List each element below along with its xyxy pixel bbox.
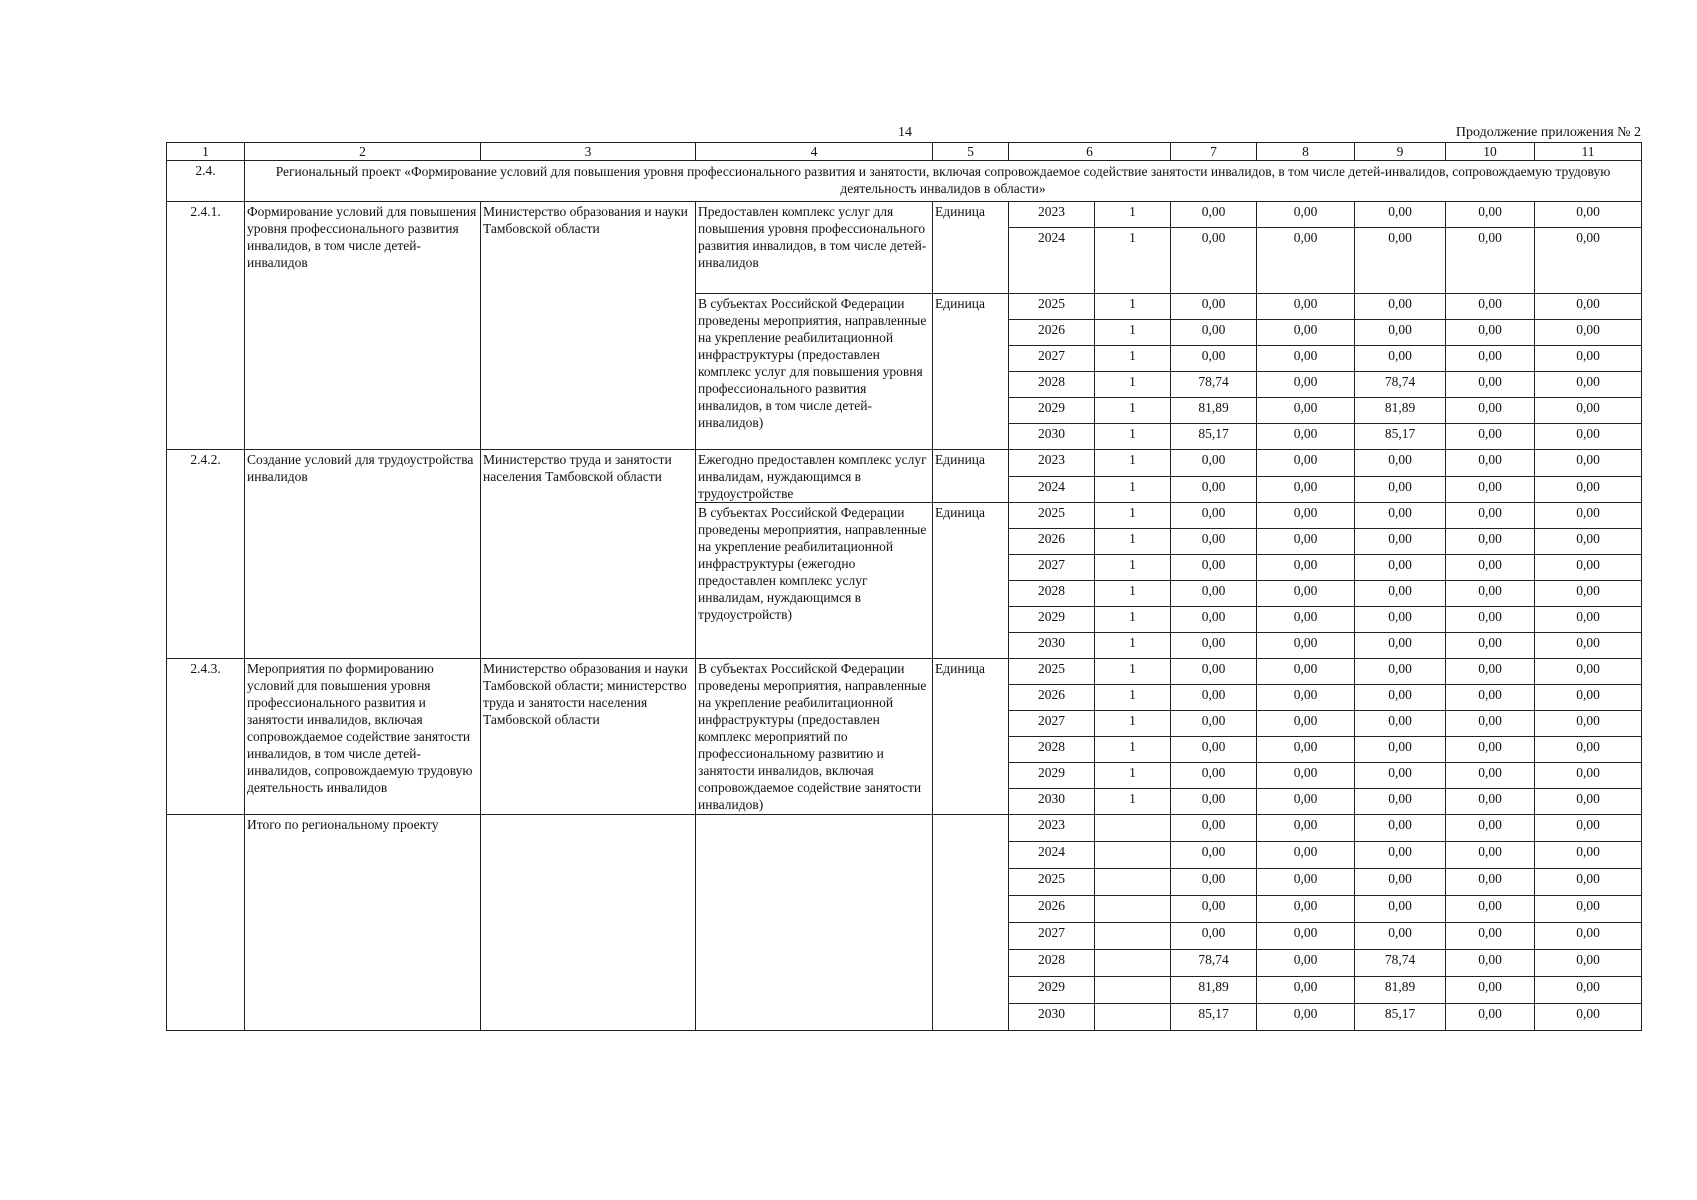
year-cell: 2025 bbox=[1009, 869, 1095, 896]
value-cell: 0,00 bbox=[1355, 815, 1446, 842]
value-cell: 0,00 bbox=[1257, 372, 1355, 398]
value-cell: 0,00 bbox=[1446, 372, 1535, 398]
value-cell: 0,00 bbox=[1355, 607, 1446, 633]
unit-cell: Единица bbox=[933, 659, 1009, 815]
value-cell: 0,00 bbox=[1446, 815, 1535, 842]
value-cell: 0,00 bbox=[1257, 555, 1355, 581]
year-cell: 2029 bbox=[1009, 607, 1095, 633]
value-cell: 0,00 bbox=[1171, 789, 1257, 815]
column-number: 7 bbox=[1171, 143, 1257, 161]
value-cell: 0,00 bbox=[1257, 424, 1355, 450]
value-cell: 0,00 bbox=[1535, 896, 1642, 923]
value-cell: 0,00 bbox=[1446, 1004, 1535, 1031]
value-cell: 0,00 bbox=[1257, 711, 1355, 737]
total-label: Итого по региональному проекту bbox=[245, 815, 481, 1031]
value-cell: 0,00 bbox=[1355, 789, 1446, 815]
value-cell: 0,00 bbox=[1257, 977, 1355, 1004]
year-cell: 2024 bbox=[1009, 842, 1095, 869]
value-cell: 0,00 bbox=[1446, 950, 1535, 977]
value-cell: 0,00 bbox=[1535, 711, 1642, 737]
column-number: 9 bbox=[1355, 143, 1446, 161]
value-cell: 0,00 bbox=[1257, 476, 1355, 503]
value-cell: 0,00 bbox=[1535, 372, 1642, 398]
value-cell: 0,00 bbox=[1446, 659, 1535, 685]
value-cell: 0,00 bbox=[1535, 685, 1642, 711]
year-cell: 2024 bbox=[1009, 228, 1095, 294]
quantity-cell: 1 bbox=[1095, 372, 1171, 398]
value-cell: 85,17 bbox=[1171, 424, 1257, 450]
value-cell: 0,00 bbox=[1535, 450, 1642, 477]
item-name: Создание условий для трудоустройства инвалидов bbox=[245, 450, 481, 659]
quantity-cell: 1 bbox=[1095, 202, 1171, 228]
year-cell: 2025 bbox=[1009, 659, 1095, 685]
result-text: В субъектах Российской Федерации проведены мероприятия, направленные на укрепление реабилитационной инфраструктуры (предоставлен комплекс мероприятий по профессиональному развитию и занятости инвалидов, включая сопровождаемое содействие занятости инвалидов) bbox=[696, 659, 933, 815]
value-cell: 0,00 bbox=[1355, 529, 1446, 555]
column-number: 2 bbox=[245, 143, 481, 161]
value-cell: 0,00 bbox=[1171, 711, 1257, 737]
quantity-cell: 1 bbox=[1095, 228, 1171, 294]
value-cell: 0,00 bbox=[1535, 633, 1642, 659]
value-cell: 0,00 bbox=[1535, 228, 1642, 294]
value-cell: 0,00 bbox=[1355, 842, 1446, 869]
value-cell: 0,00 bbox=[1355, 763, 1446, 789]
quantity-cell bbox=[1095, 950, 1171, 977]
value-cell: 0,00 bbox=[1171, 581, 1257, 607]
value-cell: 0,00 bbox=[1535, 424, 1642, 450]
value-cell: 0,00 bbox=[1171, 737, 1257, 763]
value-cell: 0,00 bbox=[1446, 711, 1535, 737]
value-cell: 0,00 bbox=[1257, 763, 1355, 789]
value-cell: 81,89 bbox=[1171, 398, 1257, 424]
value-cell: 0,00 bbox=[1535, 320, 1642, 346]
value-cell: 0,00 bbox=[1171, 450, 1257, 477]
value-cell: 0,00 bbox=[1446, 763, 1535, 789]
value-cell: 0,00 bbox=[1257, 789, 1355, 815]
value-cell: 0,00 bbox=[1535, 398, 1642, 424]
quantity-cell: 1 bbox=[1095, 737, 1171, 763]
value-cell: 0,00 bbox=[1355, 581, 1446, 607]
value-cell: 0,00 bbox=[1171, 529, 1257, 555]
value-cell: 0,00 bbox=[1257, 398, 1355, 424]
quantity-cell: 1 bbox=[1095, 294, 1171, 320]
value-cell: 0,00 bbox=[1446, 424, 1535, 450]
value-cell: 81,89 bbox=[1355, 977, 1446, 1004]
value-cell: 0,00 bbox=[1257, 950, 1355, 977]
item-id: 2.4.1. bbox=[167, 202, 245, 450]
value-cell: 0,00 bbox=[1446, 476, 1535, 503]
quantity-cell bbox=[1095, 842, 1171, 869]
value-cell: 0,00 bbox=[1257, 842, 1355, 869]
quantity-cell bbox=[1095, 815, 1171, 842]
value-cell: 0,00 bbox=[1171, 763, 1257, 789]
value-cell: 0,00 bbox=[1257, 923, 1355, 950]
value-cell: 0,00 bbox=[1535, 763, 1642, 789]
value-cell: 0,00 bbox=[1257, 228, 1355, 294]
quantity-cell: 1 bbox=[1095, 711, 1171, 737]
quantity-cell bbox=[1095, 1004, 1171, 1031]
value-cell: 0,00 bbox=[1535, 476, 1642, 503]
quantity-cell bbox=[1095, 869, 1171, 896]
value-cell: 0,00 bbox=[1355, 503, 1446, 529]
year-cell: 2026 bbox=[1009, 896, 1095, 923]
unit-cell: Единица bbox=[933, 202, 1009, 294]
value-cell: 0,00 bbox=[1535, 815, 1642, 842]
result-text: Предоставлен комплекс услуг для повышения уровня профессионального развития инвалидов, в том числе детей-инвалидов bbox=[696, 202, 933, 294]
quantity-cell: 1 bbox=[1095, 659, 1171, 685]
value-cell: 0,00 bbox=[1446, 398, 1535, 424]
continuation-note: Продолжение приложения № 2 bbox=[1455, 125, 1641, 140]
value-cell: 0,00 bbox=[1257, 1004, 1355, 1031]
table-row bbox=[167, 450, 1642, 477]
value-cell: 0,00 bbox=[1257, 529, 1355, 555]
year-cell: 2025 bbox=[1009, 503, 1095, 529]
value-cell: 0,00 bbox=[1446, 294, 1535, 320]
value-cell: 0,00 bbox=[1535, 659, 1642, 685]
year-cell: 2028 bbox=[1009, 372, 1095, 398]
year-cell: 2023 bbox=[1009, 815, 1095, 842]
total-responsible bbox=[481, 815, 696, 1031]
value-cell: 0,00 bbox=[1355, 294, 1446, 320]
value-cell: 0,00 bbox=[1446, 529, 1535, 555]
value-cell: 0,00 bbox=[1257, 607, 1355, 633]
total-id bbox=[167, 815, 245, 1031]
value-cell: 0,00 bbox=[1171, 320, 1257, 346]
table-body bbox=[167, 143, 1642, 1031]
value-cell: 0,00 bbox=[1355, 450, 1446, 477]
year-cell: 2028 bbox=[1009, 737, 1095, 763]
item-responsible: Министерство образования и науки Тамбовской области bbox=[481, 202, 696, 450]
project-title: Региональный проект «Формирование условий для повышения уровня профессионального развития и занятости, включая сопровождаемое содействие занятости инвалидов, в том числе детей-инвалидов, сопровождаемую трудовую деятельность инвалидов в области» bbox=[245, 161, 1642, 202]
result-text: В субъектах Российской Федерации проведены мероприятия, направленные на укрепление реабилитационной инфраструктуры (ежегодно предоставлен комплекс услуг инвалидам, нуждающимся в трудоустройств) bbox=[696, 503, 933, 659]
value-cell: 0,00 bbox=[1171, 202, 1257, 228]
value-cell: 0,00 bbox=[1257, 202, 1355, 228]
item-id: 2.4.3. bbox=[167, 659, 245, 815]
value-cell: 0,00 bbox=[1257, 450, 1355, 477]
quantity-cell bbox=[1095, 977, 1171, 1004]
value-cell: 0,00 bbox=[1535, 581, 1642, 607]
value-cell: 0,00 bbox=[1355, 320, 1446, 346]
item-responsible: Министерство образования и науки Тамбовской области; министерство труда и занятости населения Тамбовской области bbox=[481, 659, 696, 815]
value-cell: 0,00 bbox=[1355, 202, 1446, 228]
value-cell: 0,00 bbox=[1171, 633, 1257, 659]
value-cell: 0,00 bbox=[1257, 896, 1355, 923]
column-number: 10 bbox=[1446, 143, 1535, 161]
value-cell: 0,00 bbox=[1257, 294, 1355, 320]
quantity-cell: 1 bbox=[1095, 607, 1171, 633]
value-cell: 0,00 bbox=[1535, 202, 1642, 228]
value-cell: 0,00 bbox=[1535, 555, 1642, 581]
value-cell: 0,00 bbox=[1171, 685, 1257, 711]
value-cell: 0,00 bbox=[1257, 581, 1355, 607]
unit-cell: Единица bbox=[933, 503, 1009, 659]
year-cell: 2030 bbox=[1009, 1004, 1095, 1031]
value-cell: 0,00 bbox=[1171, 476, 1257, 503]
value-cell: 0,00 bbox=[1257, 869, 1355, 896]
quantity-cell: 1 bbox=[1095, 320, 1171, 346]
column-number: 1 bbox=[167, 143, 245, 161]
page-number: 14 bbox=[898, 125, 912, 140]
quantity-cell: 1 bbox=[1095, 476, 1171, 503]
value-cell: 0,00 bbox=[1355, 633, 1446, 659]
value-cell: 0,00 bbox=[1535, 842, 1642, 869]
value-cell: 0,00 bbox=[1535, 977, 1642, 1004]
value-cell: 0,00 bbox=[1171, 228, 1257, 294]
value-cell: 0,00 bbox=[1446, 789, 1535, 815]
quantity-cell: 1 bbox=[1095, 450, 1171, 477]
unit-cell: Единица bbox=[933, 294, 1009, 450]
value-cell: 0,00 bbox=[1535, 607, 1642, 633]
project-id: 2.4. bbox=[167, 161, 245, 202]
value-cell: 0,00 bbox=[1257, 737, 1355, 763]
value-cell: 0,00 bbox=[1171, 607, 1257, 633]
year-cell: 2028 bbox=[1009, 581, 1095, 607]
year-cell: 2027 bbox=[1009, 346, 1095, 372]
column-number: 3 bbox=[481, 143, 696, 161]
quantity-cell: 1 bbox=[1095, 398, 1171, 424]
value-cell: 0,00 bbox=[1535, 950, 1642, 977]
value-cell: 0,00 bbox=[1257, 685, 1355, 711]
value-cell: 0,00 bbox=[1257, 503, 1355, 529]
value-cell: 0,00 bbox=[1171, 294, 1257, 320]
value-cell: 0,00 bbox=[1446, 685, 1535, 711]
value-cell: 0,00 bbox=[1446, 555, 1535, 581]
year-cell: 2023 bbox=[1009, 202, 1095, 228]
year-cell: 2029 bbox=[1009, 977, 1095, 1004]
value-cell: 0,00 bbox=[1446, 202, 1535, 228]
year-cell: 2024 bbox=[1009, 476, 1095, 503]
value-cell: 0,00 bbox=[1171, 555, 1257, 581]
quantity-cell bbox=[1095, 896, 1171, 923]
value-cell: 0,00 bbox=[1446, 450, 1535, 477]
value-cell: 0,00 bbox=[1535, 294, 1642, 320]
item-id: 2.4.2. bbox=[167, 450, 245, 659]
value-cell: 0,00 bbox=[1355, 228, 1446, 294]
value-cell: 0,00 bbox=[1446, 923, 1535, 950]
quantity-cell: 1 bbox=[1095, 529, 1171, 555]
value-cell: 78,74 bbox=[1355, 372, 1446, 398]
year-cell: 2029 bbox=[1009, 398, 1095, 424]
quantity-cell: 1 bbox=[1095, 633, 1171, 659]
year-cell: 2026 bbox=[1009, 320, 1095, 346]
value-cell: 0,00 bbox=[1446, 346, 1535, 372]
item-responsible: Министерство труда и занятости населения Тамбовской области bbox=[481, 450, 696, 659]
value-cell: 0,00 bbox=[1535, 869, 1642, 896]
result-text: В субъектах Российской Федерации проведены мероприятия, направленные на укрепление реабилитационной инфраструктуры (предоставлен комплекс услуг для повышения уровня профессионального развития инвалидов, в том числе детей-инвалидов) bbox=[696, 294, 933, 450]
value-cell: 0,00 bbox=[1171, 869, 1257, 896]
value-cell: 0,00 bbox=[1355, 896, 1446, 923]
year-cell: 2027 bbox=[1009, 555, 1095, 581]
quantity-cell: 1 bbox=[1095, 555, 1171, 581]
item-name: Формирование условий для повышения уровня профессионального развития инвалидов, в том числе детей-инвалидов bbox=[245, 202, 481, 450]
value-cell: 0,00 bbox=[1257, 659, 1355, 685]
year-cell: 2028 bbox=[1009, 950, 1095, 977]
value-cell: 0,00 bbox=[1535, 529, 1642, 555]
year-cell: 2026 bbox=[1009, 529, 1095, 555]
value-cell: 0,00 bbox=[1535, 503, 1642, 529]
value-cell: 0,00 bbox=[1535, 1004, 1642, 1031]
value-cell: 0,00 bbox=[1446, 842, 1535, 869]
value-cell: 0,00 bbox=[1257, 633, 1355, 659]
year-cell: 2023 bbox=[1009, 450, 1095, 477]
total-result bbox=[696, 815, 933, 1031]
quantity-cell: 1 bbox=[1095, 503, 1171, 529]
quantity-cell bbox=[1095, 923, 1171, 950]
quantity-cell: 1 bbox=[1095, 685, 1171, 711]
value-cell: 0,00 bbox=[1257, 346, 1355, 372]
value-cell: 78,74 bbox=[1171, 950, 1257, 977]
value-cell: 0,00 bbox=[1535, 737, 1642, 763]
value-cell: 0,00 bbox=[1446, 320, 1535, 346]
project-row bbox=[167, 161, 1642, 202]
value-cell: 0,00 bbox=[1355, 346, 1446, 372]
value-cell: 0,00 bbox=[1446, 633, 1535, 659]
value-cell: 0,00 bbox=[1171, 815, 1257, 842]
total-unit bbox=[933, 815, 1009, 1031]
value-cell: 0,00 bbox=[1355, 476, 1446, 503]
item-name: Мероприятия по формированию условий для повышения уровня профессионального развития и занятости инвалидов, включая сопровождаемое содействие занятости инвалидов, в том числе детей-инвалидов, сопровождаемую трудовую деятельность инвалидов bbox=[245, 659, 481, 815]
value-cell: 0,00 bbox=[1171, 842, 1257, 869]
value-cell: 0,00 bbox=[1446, 581, 1535, 607]
column-number: 8 bbox=[1257, 143, 1355, 161]
budget-table bbox=[166, 142, 1642, 1031]
value-cell: 0,00 bbox=[1446, 896, 1535, 923]
column-number: 5 bbox=[933, 143, 1009, 161]
value-cell: 0,00 bbox=[1257, 320, 1355, 346]
value-cell: 0,00 bbox=[1446, 228, 1535, 294]
column-number: 11 bbox=[1535, 143, 1642, 161]
quantity-cell: 1 bbox=[1095, 424, 1171, 450]
year-cell: 2027 bbox=[1009, 711, 1095, 737]
value-cell: 0,00 bbox=[1446, 737, 1535, 763]
value-cell: 85,17 bbox=[1171, 1004, 1257, 1031]
year-cell: 2030 bbox=[1009, 633, 1095, 659]
value-cell: 85,17 bbox=[1355, 1004, 1446, 1031]
year-cell: 2030 bbox=[1009, 789, 1095, 815]
quantity-cell: 1 bbox=[1095, 763, 1171, 789]
value-cell: 0,00 bbox=[1355, 555, 1446, 581]
value-cell: 0,00 bbox=[1535, 346, 1642, 372]
value-cell: 85,17 bbox=[1355, 424, 1446, 450]
quantity-cell: 1 bbox=[1095, 346, 1171, 372]
value-cell: 0,00 bbox=[1446, 977, 1535, 1004]
table-row bbox=[167, 202, 1642, 228]
value-cell: 0,00 bbox=[1171, 896, 1257, 923]
value-cell: 0,00 bbox=[1535, 923, 1642, 950]
year-cell: 2026 bbox=[1009, 685, 1095, 711]
value-cell: 0,00 bbox=[1446, 503, 1535, 529]
year-cell: 2029 bbox=[1009, 763, 1095, 789]
unit-cell: Единица bbox=[933, 450, 1009, 503]
value-cell: 0,00 bbox=[1446, 869, 1535, 896]
value-cell: 0,00 bbox=[1171, 923, 1257, 950]
value-cell: 0,00 bbox=[1355, 685, 1446, 711]
value-cell: 0,00 bbox=[1257, 815, 1355, 842]
quantity-cell: 1 bbox=[1095, 789, 1171, 815]
column-number: 6 bbox=[1009, 143, 1171, 161]
value-cell: 0,00 bbox=[1355, 869, 1446, 896]
value-cell: 0,00 bbox=[1355, 659, 1446, 685]
year-cell: 2030 bbox=[1009, 424, 1095, 450]
value-cell: 0,00 bbox=[1171, 659, 1257, 685]
header-row bbox=[167, 143, 1642, 161]
value-cell: 0,00 bbox=[1535, 789, 1642, 815]
total-row bbox=[167, 815, 1642, 842]
quantity-cell: 1 bbox=[1095, 581, 1171, 607]
value-cell: 78,74 bbox=[1171, 372, 1257, 398]
value-cell: 0,00 bbox=[1355, 711, 1446, 737]
value-cell: 81,89 bbox=[1355, 398, 1446, 424]
column-number: 4 bbox=[696, 143, 933, 161]
value-cell: 78,74 bbox=[1355, 950, 1446, 977]
value-cell: 0,00 bbox=[1171, 346, 1257, 372]
value-cell: 0,00 bbox=[1355, 923, 1446, 950]
year-cell: 2025 bbox=[1009, 294, 1095, 320]
value-cell: 0,00 bbox=[1355, 737, 1446, 763]
value-cell: 0,00 bbox=[1446, 607, 1535, 633]
year-cell: 2027 bbox=[1009, 923, 1095, 950]
value-cell: 0,00 bbox=[1171, 503, 1257, 529]
result-text: Ежегодно предоставлен комплекс услуг инвалидам, нуждающимся в трудоустройстве bbox=[696, 450, 933, 503]
value-cell: 81,89 bbox=[1171, 977, 1257, 1004]
table-row bbox=[167, 659, 1642, 685]
